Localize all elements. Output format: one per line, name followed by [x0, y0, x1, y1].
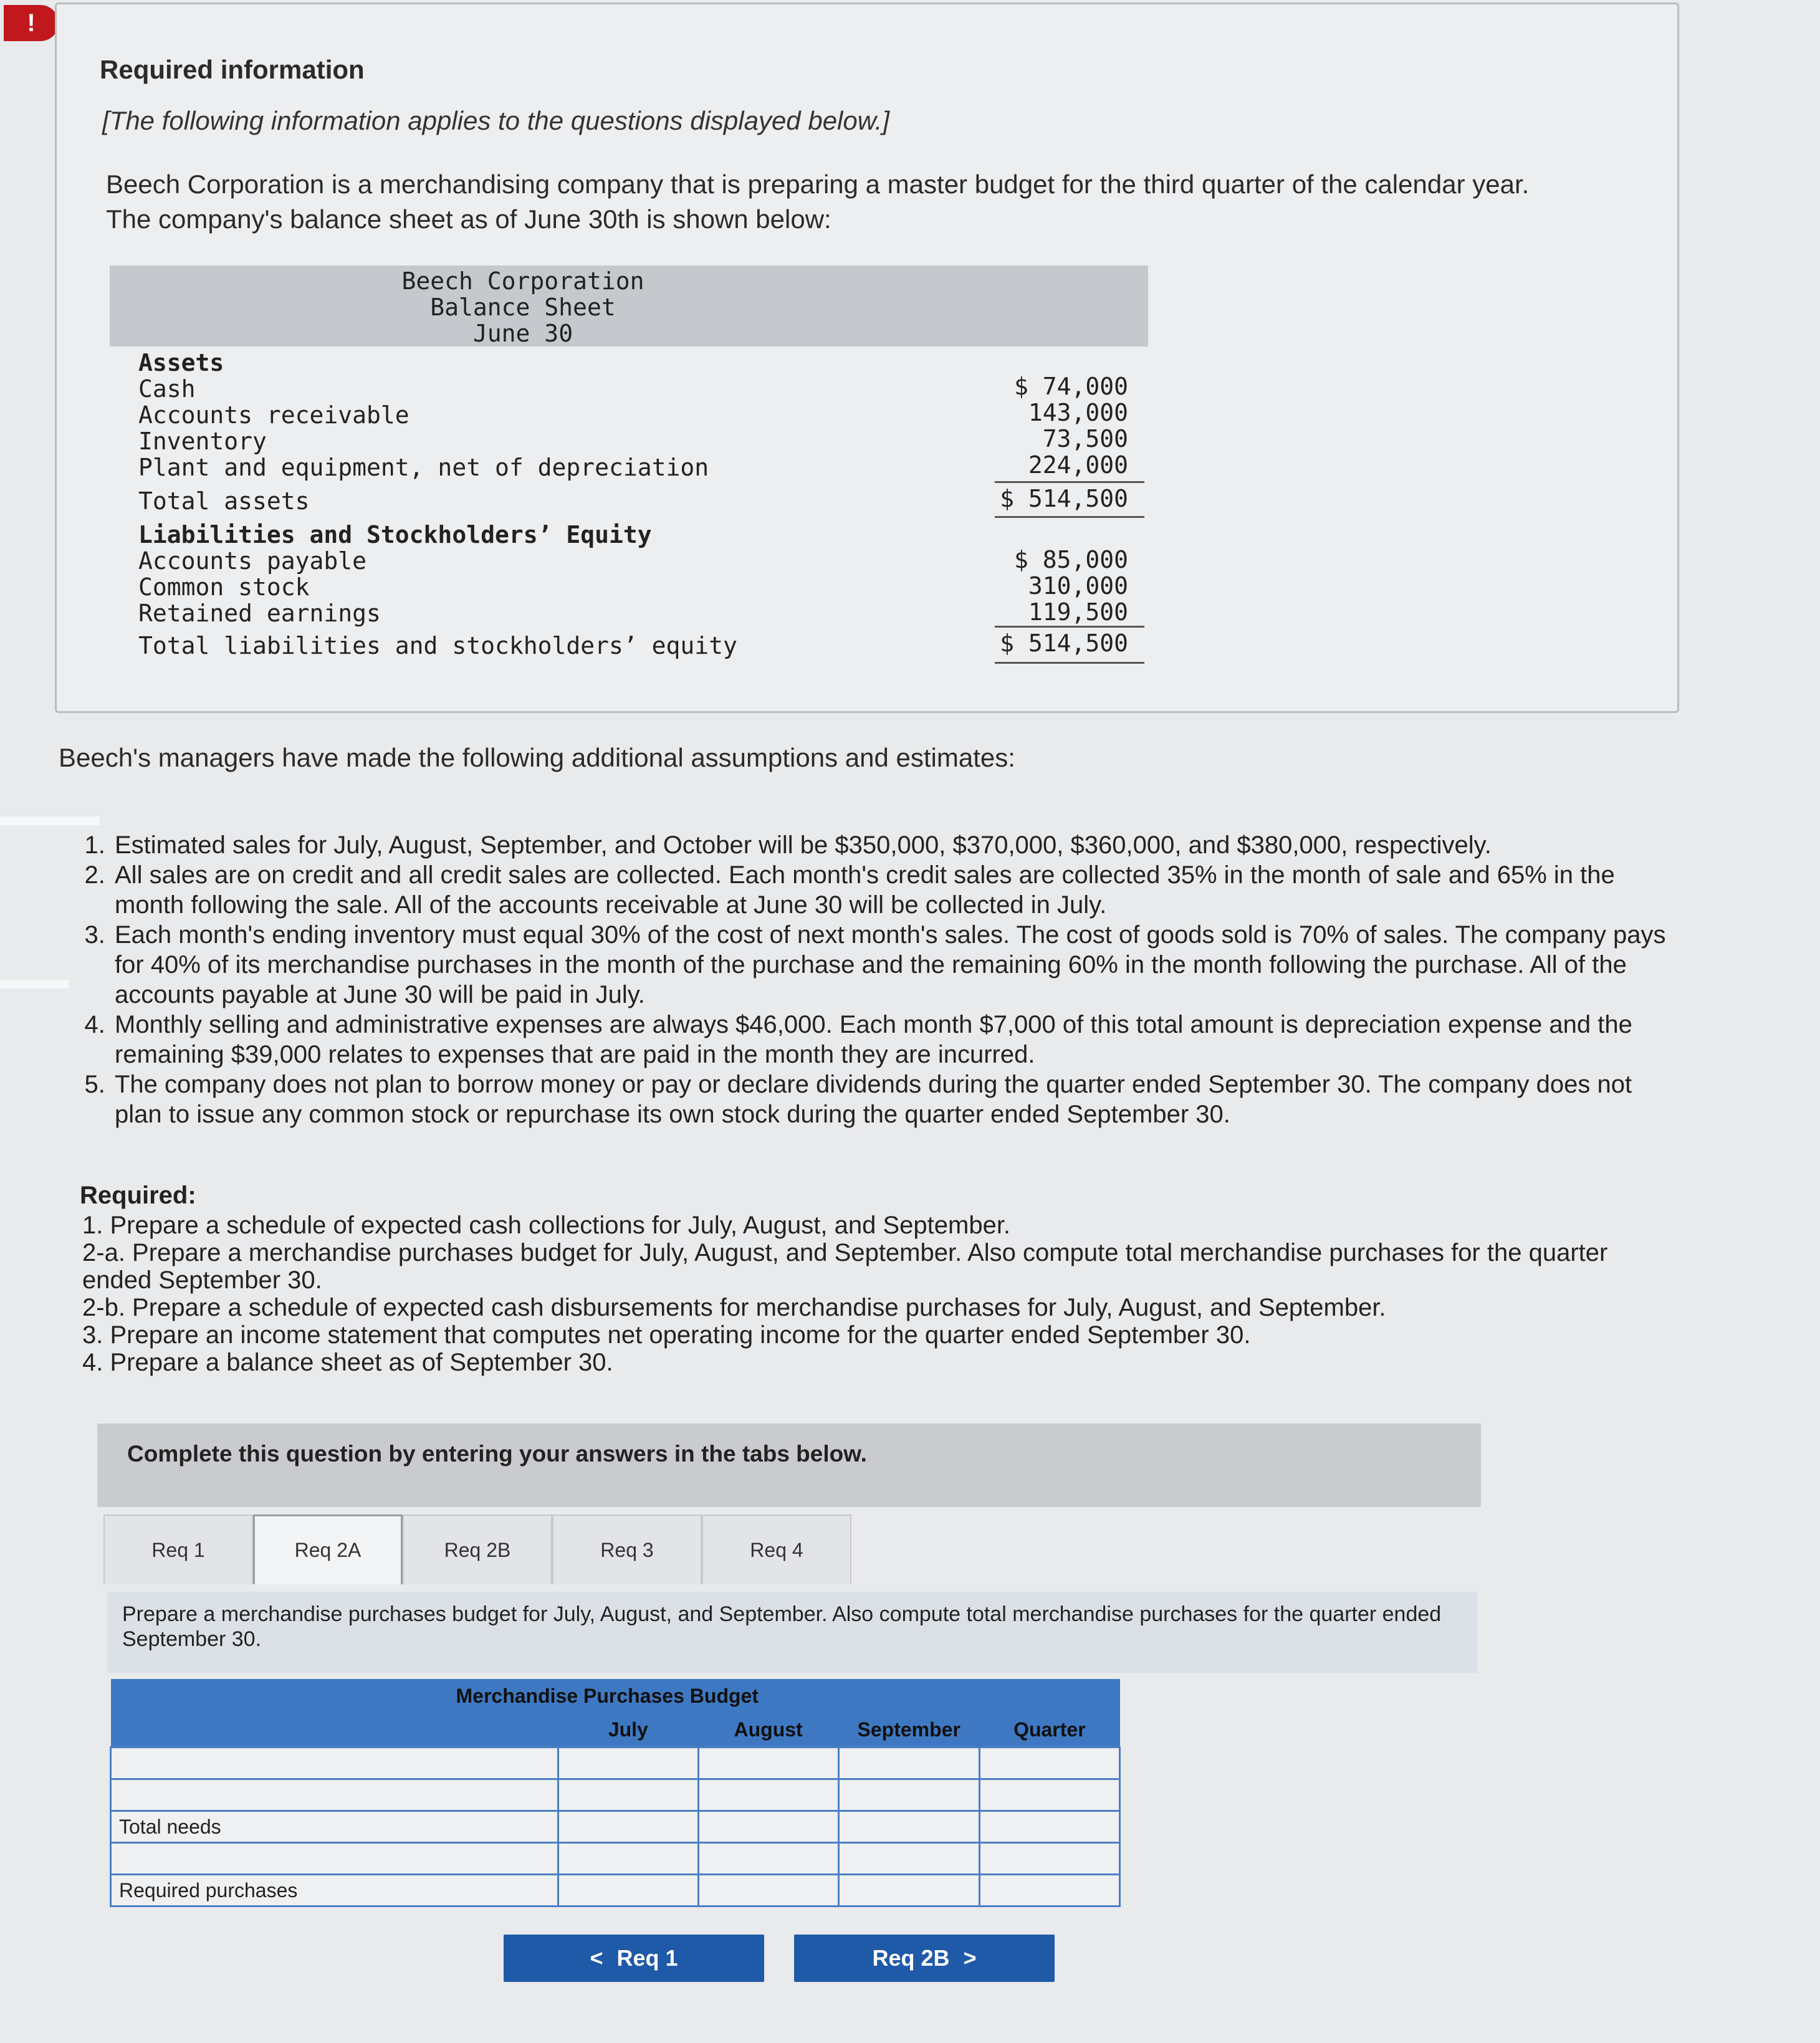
- tab-req-2a[interactable]: Req 2A: [253, 1514, 403, 1584]
- bs-row-label: Inventory: [138, 428, 267, 455]
- bs-row-label: Cash: [138, 375, 196, 403]
- subtotal-rule: [995, 626, 1144, 628]
- page-edge-mark: [0, 980, 69, 988]
- next-req-button[interactable]: [794, 1935, 1055, 1982]
- amount-input[interactable]: [979, 1875, 1119, 1907]
- row-label-input[interactable]: [111, 1843, 558, 1875]
- table-row: [111, 1811, 1120, 1843]
- prev-req-label: Req 1: [616, 1945, 678, 1971]
- total-assets-label: Total assets: [138, 487, 310, 515]
- amount-input[interactable]: [558, 1843, 698, 1875]
- budget-header-blank: [111, 1713, 558, 1748]
- tab-req-2b[interactable]: Req 2B: [403, 1514, 552, 1584]
- prev-req-button[interactable]: [504, 1935, 764, 1982]
- assumption-item: 3. Each month's ending inventory must equal 30% of the cost of next month's sales. The cost of goods sold is 70% of sales. The company pays for 40% of its merchandise purchases in the month of the purchase and the remaining 60% in the month following the purchase. All of the accounts payable at June 30 will be paid in July.: [112, 920, 1683, 1010]
- amount-input[interactable]: [838, 1748, 979, 1779]
- amount-input[interactable]: [558, 1875, 698, 1907]
- required-heading: Required:: [80, 1182, 196, 1209]
- amount-input[interactable]: [979, 1811, 1119, 1843]
- amount-input[interactable]: [838, 1779, 979, 1811]
- bs-row-value: 224,000: [1028, 451, 1128, 479]
- requirement-tabs: [103, 1514, 851, 1586]
- amount-input[interactable]: [698, 1779, 838, 1811]
- assumption-item: 1. Estimated sales for July, August, September, and October will be $350,000, $370,000, $360,000, and $380,000, respectively.: [112, 830, 1683, 860]
- required-list: [82, 1212, 1616, 1376]
- merchandise-purchases-budget: [110, 1679, 1121, 1907]
- required-item: 2-b. Prepare a schedule of expected cash disbursements for merchandise purchases for July, August, and September.: [82, 1294, 1386, 1321]
- tab-req-3[interactable]: Req 3: [552, 1514, 702, 1584]
- amount-input[interactable]: [698, 1875, 838, 1907]
- col-quarter: Quarter: [979, 1713, 1119, 1748]
- balance-sheet-company: Beech Corporation: [401, 267, 644, 295]
- amount-input[interactable]: [558, 1811, 698, 1843]
- chevron-right-icon: >: [963, 1945, 977, 1971]
- budget-title: Merchandise Purchases Budget: [111, 1679, 1120, 1713]
- tab-req-4[interactable]: Req 4: [702, 1514, 851, 1584]
- instruction-text: Prepare a merchandise purchases budget for July, August, and September. Also compute total merchandise purchases for the quarter ended September 30.: [107, 1592, 1477, 1673]
- total-rule: [995, 662, 1144, 664]
- amount-input[interactable]: [979, 1748, 1119, 1779]
- amount-input[interactable]: [979, 1779, 1119, 1811]
- bs-row-value: $ 85,000: [1013, 546, 1128, 573]
- total-liabilities-value: $ 514,500: [1000, 629, 1128, 657]
- assumptions-heading: Beech's managers have made the following additional assumptions and estimates:: [59, 743, 1015, 772]
- balance-sheet-header: [110, 266, 1148, 347]
- col-july: July: [558, 1713, 698, 1748]
- balance-sheet-date: June 30: [472, 320, 573, 347]
- bs-row-label: Retained earnings: [138, 600, 381, 627]
- total-assets-value: $ 514,500: [1000, 485, 1128, 512]
- col-september: September: [838, 1713, 979, 1748]
- subtotal-rule: [995, 481, 1144, 483]
- required-item: 4. Prepare a balance sheet as of September 30.: [82, 1349, 613, 1376]
- bs-row-value: 119,500: [1028, 598, 1128, 626]
- assumptions-list: [75, 830, 1683, 1129]
- chevron-left-icon: <: [590, 1945, 603, 1971]
- assets-heading: Assets: [138, 349, 224, 376]
- amount-input[interactable]: [558, 1779, 698, 1811]
- required-information-note: [The following information applies to the questions displayed below.]: [102, 106, 890, 135]
- amount-input[interactable]: [838, 1843, 979, 1875]
- amount-input[interactable]: [979, 1843, 1119, 1875]
- complete-prompt: Complete this question by entering your answers in the tabs below.: [97, 1423, 1481, 1507]
- required-item: 2-a. Prepare a merchandise purchases budget for July, August, and September. Also compute total merchandise purchases for the quarter ended September 30.: [82, 1239, 1608, 1294]
- row-label-input[interactable]: [111, 1779, 558, 1811]
- table-row: [111, 1779, 1120, 1811]
- amount-input[interactable]: [838, 1875, 979, 1907]
- bs-row-label: Plant and equipment, net of depreciation: [138, 454, 709, 481]
- table-row: [111, 1875, 1120, 1907]
- required-item: 3. Prepare an income statement that computes net operating income for the quarter ended September 30.: [82, 1321, 1251, 1349]
- bs-row-value: 143,000: [1028, 399, 1128, 426]
- row-label-input[interactable]: [111, 1748, 558, 1779]
- total-needs-label: Total needs: [111, 1811, 558, 1843]
- required-purchases-label: Required purchases: [111, 1875, 558, 1907]
- liabilities-heading: Liabilities and Stockholders’ Equity: [138, 521, 652, 548]
- assumption-item: 5. The company does not plan to borrow money or pay or declare dividends during the quarter ended September 30. The company does not plan to issue any common stock or repurchase its own stock during the quarter ended September 30.: [112, 1069, 1683, 1129]
- table-row: [111, 1843, 1120, 1875]
- tab-req-1[interactable]: Req 1: [103, 1514, 253, 1584]
- bs-row-value: 310,000: [1028, 572, 1128, 600]
- balance-sheet-title: Balance Sheet: [430, 294, 616, 321]
- required-item: 1. Prepare a schedule of expected cash collections for July, August, and September.: [82, 1212, 1011, 1239]
- bs-row-value: 73,500: [1042, 425, 1128, 452]
- bs-row-label: Accounts receivable: [138, 401, 410, 429]
- amount-input[interactable]: [698, 1843, 838, 1875]
- bs-row-label: Accounts payable: [138, 547, 367, 575]
- alert-icon: !: [4, 5, 59, 41]
- amount-input[interactable]: [698, 1811, 838, 1843]
- bs-row-label: Common stock: [138, 573, 310, 601]
- amount-input[interactable]: [838, 1811, 979, 1843]
- bs-row-value: $ 74,000: [1013, 373, 1128, 400]
- assumption-item: 4. Monthly selling and administrative expenses are always $46,000. Each month $7,000 of this total amount is depreciation expense and the remaining $39,000 relates to expenses that are paid in the month they are incurred.: [112, 1010, 1683, 1069]
- total-liabilities-label: Total liabilities and stockholders’ equity: [138, 632, 737, 659]
- col-august: August: [698, 1713, 838, 1748]
- total-rule: [995, 516, 1144, 518]
- intro-text: Beech Corporation is a merchandising company that is preparing a master budget for the third quarter of the calendar year. The company's balance sheet as of June 30th is shown below:: [106, 170, 1530, 234]
- required-information-title: Required information: [100, 55, 365, 84]
- amount-input[interactable]: [698, 1748, 838, 1779]
- page-edge-mark: [0, 816, 100, 825]
- assumption-item: 2. All sales are on credit and all credit sales are collected. Each month's credit sales are collected 35% in the month of sale and 65% in the month following the sale. All of the accounts receivable at June 30 will be collected in July.: [112, 860, 1683, 920]
- amount-input[interactable]: [558, 1748, 698, 1779]
- table-row: [111, 1748, 1120, 1779]
- next-req-label: Req 2B: [872, 1945, 950, 1971]
